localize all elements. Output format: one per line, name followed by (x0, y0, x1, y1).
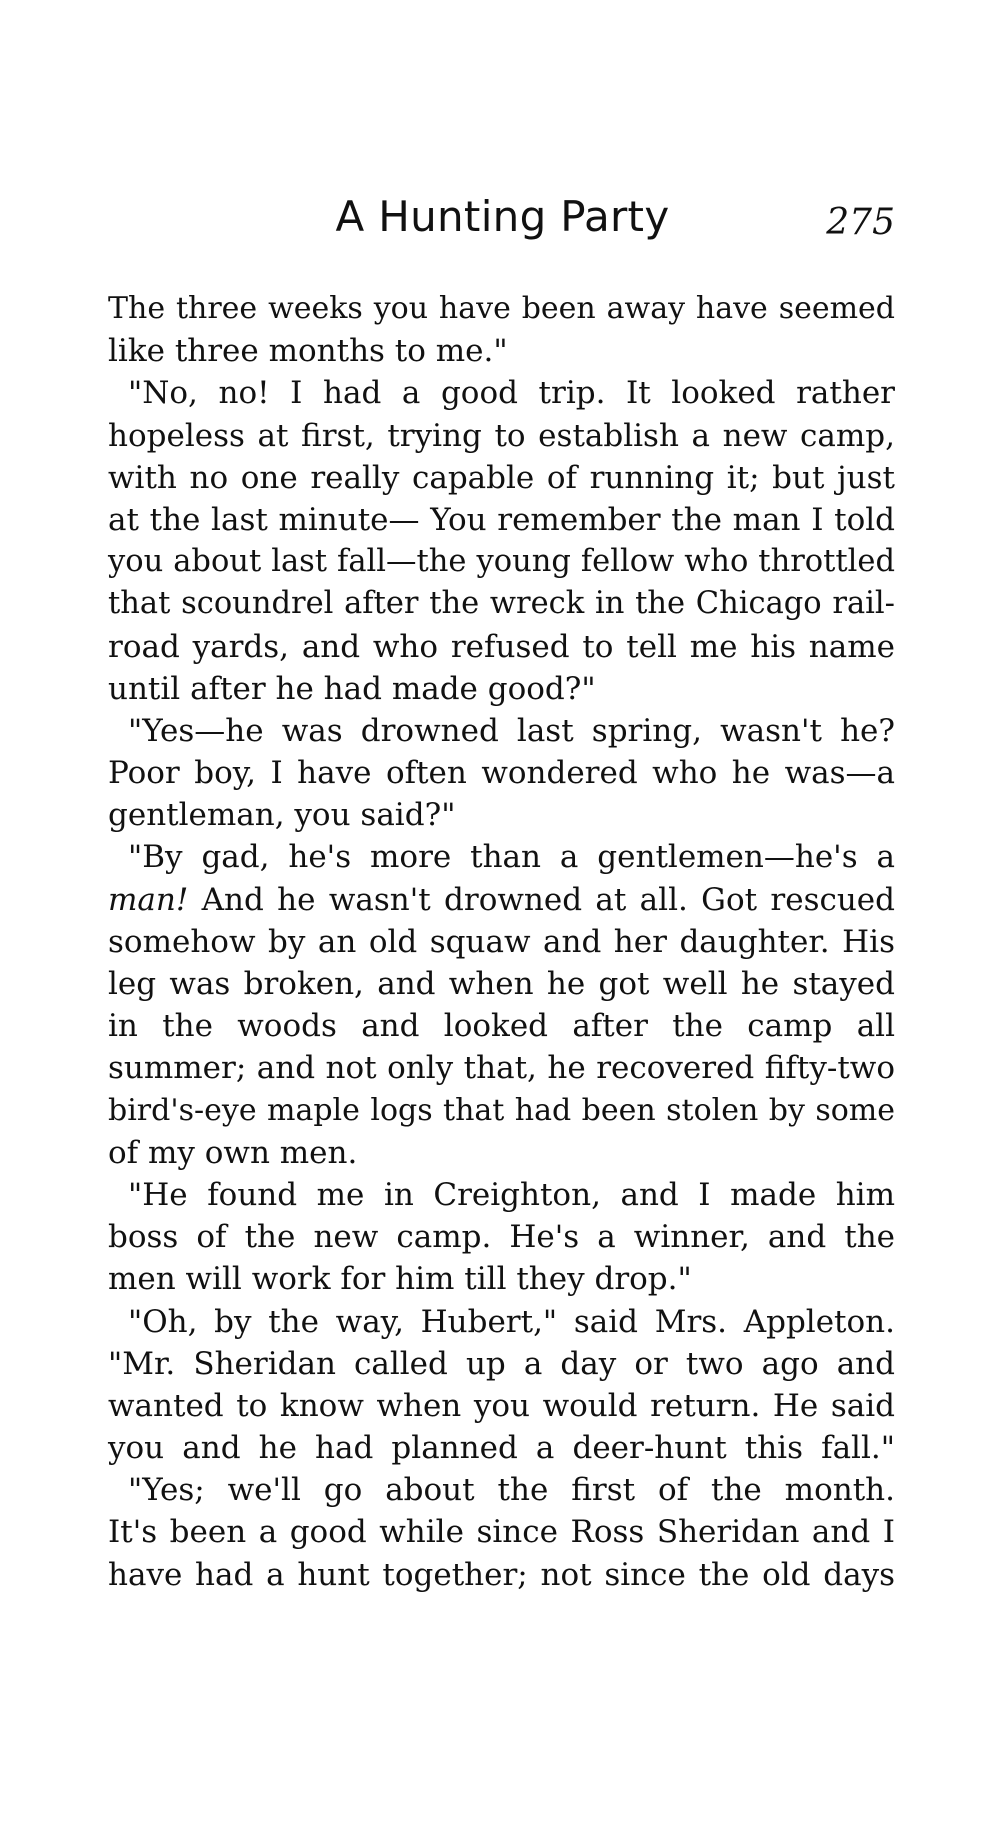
text-line: until after he had made good?" (108, 670, 596, 707)
emphasis: man! (108, 881, 189, 918)
text-line: you and he had planned a deer-hunt this fall." (108, 1430, 895, 1467)
text-line: "Yes; we'll go about the first of the month. (128, 1472, 895, 1509)
text-line: "By gad, he's more than a gentlemen—he's a (128, 839, 895, 876)
text-line: bird's-eye maple logs that had been stolen by some (108, 1092, 895, 1128)
page-header (110, 192, 895, 252)
text-line: of my own men. (108, 1134, 358, 1171)
text-line: men will work for him till they drop." (108, 1261, 692, 1298)
text-line: hopeless at first, trying to establish a new camp, (108, 417, 895, 454)
text-line: man! And he wasn't drowned at all. Got rescued (108, 881, 895, 918)
text-line: that scoundrel after the wreck in the Chicago rail- (108, 586, 895, 622)
text-line: The three weeks you have been away have seemed (108, 291, 895, 326)
body-text (108, 288, 895, 1596)
text-line: wanted to know when you would return. He said (108, 1387, 895, 1424)
text-line: "Mr. Sheridan called up a day or two ago and (108, 1345, 895, 1382)
text-line: Poor boy, I have often wondered who he was—a (108, 755, 895, 792)
text-line: summer; and not only that, he recovered fifty-two (108, 1050, 895, 1087)
text-line: like three months to me." (108, 333, 508, 370)
text-line: with no one really capable of running it; but just (108, 459, 895, 496)
text-line: at the last minute— You remember the man I told (108, 501, 895, 538)
text-line: you about last fall—the young fellow who throttled (108, 544, 895, 580)
text-line: "No, no! I had a good trip. It looked rather (128, 375, 895, 412)
text-line: in the woods and looked after the camp all (108, 1008, 895, 1045)
running-head: A Hunting Party (335, 192, 670, 241)
text-line: somehow by an old squaw and her daughter. His (108, 923, 895, 960)
text-line: gentleman, you said?" (108, 797, 456, 834)
text-line: "Yes—he was drowned last spring, wasn't he? (128, 712, 895, 749)
text-line: road yards, and who refused to tell me his name (108, 628, 895, 665)
text-line: It's been a good while since Ross Sheridan and I (108, 1514, 895, 1551)
text-line: "Oh, by the way, Hubert," said Mrs. Appleton. (128, 1303, 895, 1340)
text-line: leg was broken, and when he got well he stayed (108, 966, 895, 1002)
text-line: "He found me in Creighton, and I made him (128, 1176, 895, 1213)
text-line: boss of the new camp. He's a winner, and the (108, 1219, 895, 1256)
text-line: have had a hunt together; not since the old days (108, 1556, 895, 1593)
page-number: 275 (826, 202, 895, 243)
